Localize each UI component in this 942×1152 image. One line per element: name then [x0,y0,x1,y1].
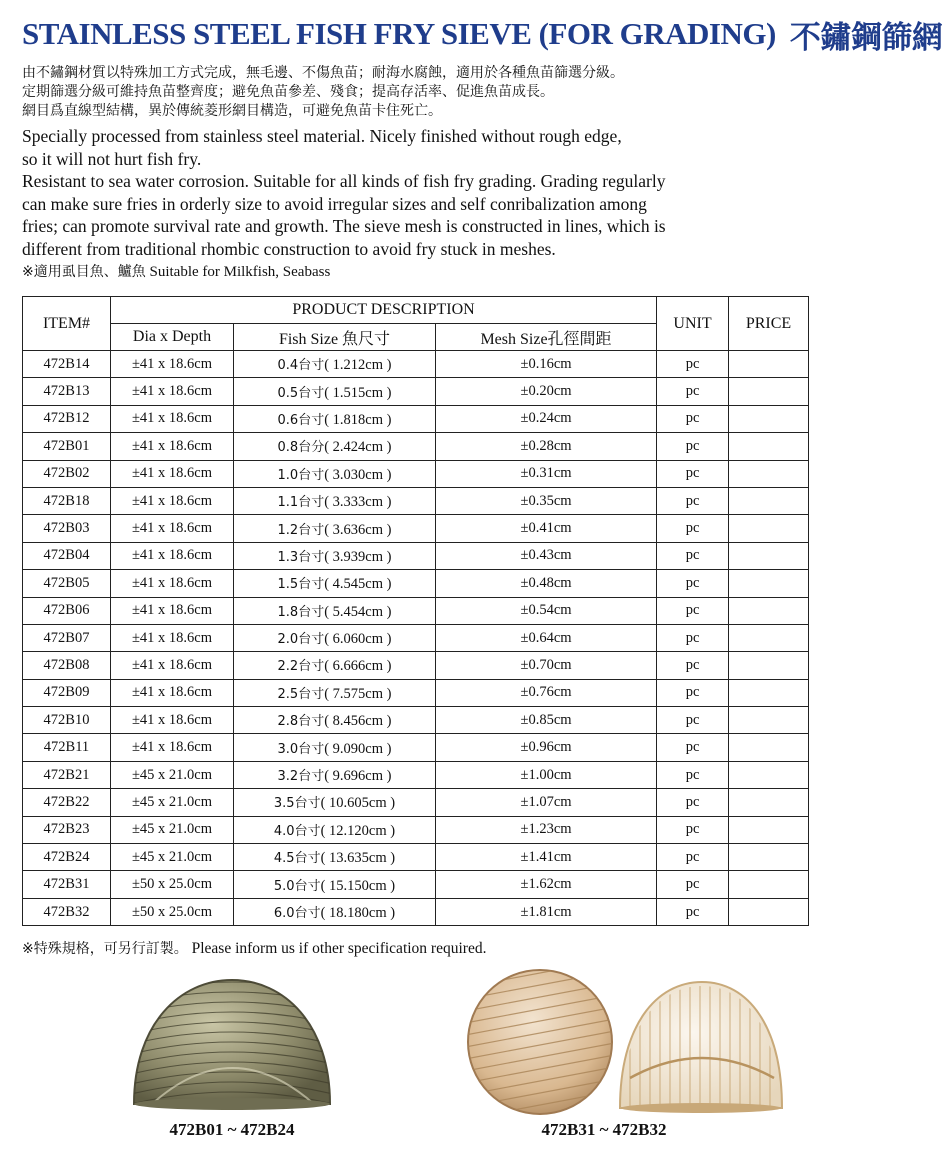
cell-dia-depth: ±41 x 18.6cm [111,734,234,761]
cell-item: 472B01 [23,433,111,460]
cell-unit: pc [657,734,729,761]
fish-size-cm: ( 9.696cm ) [324,768,392,785]
fish-size-zh: 2.0台寸 [277,632,325,648]
fish-size-cm: ( 7.575cm ) [324,685,392,702]
cell-item: 472B08 [23,652,111,679]
intro-zh-line: 由不鏽鋼材質以特殊加工方式完成，無毛邊、不傷魚苗；耐海水腐蝕，適用於各種魚苗篩選分級。 [22,65,624,81]
cell-mesh-size: ±0.85cm [436,707,657,734]
cell-dia-depth: ±41 x 18.6cm [111,515,234,542]
cell-unit: pc [657,351,729,378]
cell-price [729,597,809,624]
table-row [23,898,809,925]
cell-unit: pc [657,624,729,651]
cell-unit: pc [657,898,729,925]
cell-unit: pc [657,542,729,569]
cell-dia-depth: ±45 x 21.0cm [111,789,234,816]
cell-unit: pc [657,789,729,816]
table-row [23,351,809,378]
cell-fish-size [234,734,436,761]
fish-size-cm: ( 13.635cm ) [320,850,396,867]
cell-unit: pc [657,871,729,898]
cell-mesh-size: ±1.41cm [436,844,657,871]
cell-price [729,898,809,925]
cell-fish-size [234,351,436,378]
photo-caption-left: 472B01 ~ 472B24 [169,1120,295,1139]
intro-en-line: Specially processed from stainless steel material. Nicely finished without rough edge, [22,126,622,146]
table-row [23,460,809,487]
suitable-en: Suitable for Milkfish, Seabass [149,264,331,280]
cell-dia-depth: ±41 x 18.6cm [111,460,234,487]
cell-dia-depth: ±41 x 18.6cm [111,570,234,597]
cell-mesh-size: ±1.07cm [436,789,657,816]
cell-price [729,816,809,843]
cell-price [729,679,809,706]
cell-mesh-size: ±1.00cm [436,761,657,788]
fish-size-cm: ( 10.605cm ) [320,795,396,812]
suitable-zh: ※適用虱目魚、鱸魚 [22,264,146,280]
intro-en-line: can make sure fries in orderly size to avoid irregular sizes and self conribalization among [22,193,647,214]
fish-size-cm: ( 6.666cm ) [324,658,392,675]
fish-size-zh: 4.0台寸 [273,823,321,839]
cell-price [729,542,809,569]
fish-size-zh: 2.5台寸 [277,686,325,702]
table-row [23,679,809,706]
fish-size-cm: ( 15.150cm ) [320,877,396,894]
table-row [23,378,809,405]
note-zh: ※特殊規格，可另行訂製。 [22,941,188,957]
title-en: STAINLESS STEEL FISH FRY SIEVE (FOR GRADING) [22,16,776,51]
cell-dia-depth: ±41 x 18.6cm [111,433,234,460]
cell-price [729,707,809,734]
table-row [23,761,809,788]
cell-dia-depth: ±41 x 18.6cm [111,542,234,569]
fish-size-cm: ( 8.456cm ) [324,713,392,730]
cell-unit: pc [657,761,729,788]
table-row [23,433,809,460]
cell-dia-depth: ±50 x 25.0cm [111,898,234,925]
cell-mesh-size: ±0.31cm [436,460,657,487]
cell-dia-depth: ±45 x 21.0cm [111,844,234,871]
cell-dia-depth: ±45 x 21.0cm [111,816,234,843]
fish-size-zh: 1.0台寸 [277,467,325,483]
cell-dia-depth: ±41 x 18.6cm [111,487,234,514]
fish-size-cm: ( 2.424cm ) [324,439,392,456]
intro-en-line: different from traditional rhombic construction to avoid fry stuck in meshes. [22,238,556,259]
fish-size-cm: ( 3.636cm ) [324,521,392,538]
cell-fish-size [234,761,436,788]
cell-unit: pc [657,405,729,432]
cell-unit: pc [657,844,729,871]
cell-mesh-size: ±1.81cm [436,898,657,925]
cell-price [729,734,809,761]
fish-size-zh: 1.1台寸 [277,495,325,511]
table-row [23,734,809,761]
photo-caption-right: 472B31 ~ 472B32 [541,1120,667,1139]
cell-price [729,570,809,597]
fish-size-zh: 0.8台分 [277,440,325,456]
cell-mesh-size: ±0.96cm [436,734,657,761]
table-row [23,789,809,816]
cell-mesh-size: ±0.20cm [436,378,657,405]
cell-item: 472B02 [23,460,111,487]
table-row [23,405,809,432]
spec-table-header [23,297,809,351]
cell-unit: pc [657,487,729,514]
intro-en-block [22,125,832,260]
intro-zh-line: 網目爲直線型結構，異於傳統菱形網目構造，可避免魚苗卡住死亡。 [22,103,442,119]
cell-fish-size [234,707,436,734]
fish-size-zh: 0.6台寸 [277,412,325,428]
suitable-for [22,262,832,282]
cell-fish-size [234,816,436,843]
cell-unit: pc [657,515,729,542]
cell-item: 472B07 [23,624,111,651]
cell-dia-depth: ±45 x 21.0cm [111,761,234,788]
cell-price [729,624,809,651]
fish-size-zh: 3.2台寸 [277,769,325,785]
fish-size-cm: ( 5.454cm ) [324,603,392,620]
cell-fish-size [234,378,436,405]
cell-dia-depth: ±41 x 18.6cm [111,707,234,734]
fish-size-zh: 4.5台寸 [273,851,321,867]
cell-item: 472B22 [23,789,111,816]
fish-size-cm: ( 3.333cm ) [324,494,392,511]
cell-fish-size [234,624,436,651]
fish-size-cm: ( 4.545cm ) [324,576,392,593]
header-mesh-size: Mesh Size孔徑間距 [436,324,657,351]
cell-unit: pc [657,570,729,597]
cell-price [729,378,809,405]
note-en: Please inform us if other specification required. [191,940,487,957]
table-row [23,871,809,898]
fish-size-zh: 1.5台寸 [277,577,325,593]
cell-fish-size [234,570,436,597]
cell-item: 472B18 [23,487,111,514]
intro-en-line: fries; can promote survival rate and growth. The sieve mesh is constructed in lines, which is [22,216,666,236]
cell-unit: pc [657,707,729,734]
cell-item: 472B05 [23,570,111,597]
cell-mesh-size: ±0.35cm [436,487,657,514]
cell-fish-size [234,487,436,514]
fish-size-cm: ( 18.180cm ) [320,905,396,921]
header-dia-depth: Dia x Depth [111,324,234,351]
cell-price [729,487,809,514]
cell-price [729,652,809,679]
fish-size-zh: 0.5台寸 [277,385,325,401]
cell-mesh-size: ±0.54cm [436,597,657,624]
spec-table [22,296,809,926]
intro-zh-line: 定期篩選分級可維持魚苗整齊度；避免魚苗參差、殘食；提高存活率、促進魚苗成長。 [22,84,554,100]
page-title [22,10,942,58]
cell-dia-depth: ±41 x 18.6cm [111,679,234,706]
cell-dia-depth: ±41 x 18.6cm [111,624,234,651]
cell-mesh-size: ±0.28cm [436,433,657,460]
cell-dia-depth: ±41 x 18.6cm [111,351,234,378]
cell-mesh-size: ±0.41cm [436,515,657,542]
cell-item: 472B21 [23,761,111,788]
cell-item: 472B10 [23,707,111,734]
cell-price [729,460,809,487]
header-fish-size: Fish Size 魚尺寸 [234,324,436,351]
cell-fish-size [234,679,436,706]
cell-fish-size [234,515,436,542]
cell-fish-size [234,789,436,816]
fish-size-zh: 6.0台寸 [273,906,321,921]
fish-size-zh: 2.2台寸 [277,659,325,675]
header-item: ITEM# [23,297,111,351]
cell-fish-size [234,433,436,460]
cell-item: 472B03 [23,515,111,542]
cell-item: 472B31 [23,871,111,898]
cell-unit: pc [657,433,729,460]
fish-size-cm: ( 3.030cm ) [324,466,392,483]
fish-size-zh: 1.3台寸 [277,549,325,565]
cell-mesh-size: ±0.16cm [436,351,657,378]
cell-fish-size [234,460,436,487]
cell-mesh-size: ±1.62cm [436,871,657,898]
cell-price [729,515,809,542]
cell-dia-depth: ±41 x 18.6cm [111,405,234,432]
cell-unit: pc [657,652,729,679]
cell-item: 472B14 [23,351,111,378]
cell-item: 472B32 [23,898,111,925]
header-unit: UNIT [657,297,729,351]
header-price: PRICE [729,297,809,351]
cell-unit: pc [657,679,729,706]
fish-size-cm: ( 1.212cm ) [324,357,392,374]
cell-fish-size [234,871,436,898]
cell-mesh-size: ±1.23cm [436,816,657,843]
cell-unit: pc [657,816,729,843]
fish-size-cm: ( 12.120cm ) [320,822,396,839]
table-row [23,707,809,734]
fish-size-cm: ( 6.060cm ) [324,631,392,648]
cell-item: 472B09 [23,679,111,706]
cell-price [729,761,809,788]
cell-unit: pc [657,460,729,487]
fish-size-zh: 1.2台寸 [277,522,325,538]
cell-dia-depth: ±41 x 18.6cm [111,652,234,679]
table-row [23,624,809,651]
cell-fish-size [234,652,436,679]
cell-dia-depth: ±50 x 25.0cm [111,871,234,898]
cell-price [729,871,809,898]
table-row [23,570,809,597]
fish-size-zh: 5.0台寸 [273,878,321,894]
table-row [23,844,809,871]
cell-fish-size [234,844,436,871]
table-row [23,542,809,569]
fish-size-zh: 3.0台寸 [277,741,325,757]
title-zh: 不鏽鋼篩網 [789,19,942,56]
cell-item: 472B12 [23,405,111,432]
cell-dia-depth: ±41 x 18.6cm [111,378,234,405]
header-product-description: PRODUCT DESCRIPTION [111,297,657,324]
custom-spec-note [22,938,486,958]
sieve-dome-dark-icon [122,972,342,1120]
table-row [23,515,809,542]
intro-section [22,64,832,282]
cell-fish-size [234,898,436,925]
cell-mesh-size: ±0.48cm [436,570,657,597]
cell-price [729,405,809,432]
table-row [23,597,809,624]
cell-mesh-size: ±0.43cm [436,542,657,569]
cell-item: 472B23 [23,816,111,843]
cell-dia-depth: ±41 x 18.6cm [111,597,234,624]
fish-size-cm: ( 3.939cm ) [324,548,392,565]
cell-price [729,844,809,871]
cell-item: 472B06 [23,597,111,624]
cell-item: 472B13 [23,378,111,405]
cell-item: 472B04 [23,542,111,569]
cell-fish-size [234,597,436,624]
cell-price [729,789,809,816]
cell-fish-size [234,405,436,432]
intro-en-line: Resistant to sea water corrosion. Suitable for all kinds of fish fry grading. Grading regularly [22,171,666,191]
cell-unit: pc [657,378,729,405]
fish-size-zh: 0.4台寸 [277,358,325,374]
fish-size-cm: ( 1.515cm ) [324,384,392,401]
cell-price [729,351,809,378]
intro-en-line: so it will not hurt fish fry. [22,148,202,169]
fish-size-zh: 3.5台寸 [273,796,321,812]
cell-mesh-size: ±0.70cm [436,652,657,679]
fish-size-cm: ( 1.818cm ) [324,411,392,428]
cell-price [729,433,809,460]
cell-mesh-size: ±0.24cm [436,405,657,432]
fish-size-cm: ( 9.090cm ) [324,740,392,757]
table-row [23,652,809,679]
table-row [23,816,809,843]
cell-item: 472B24 [23,844,111,871]
table-row [23,487,809,514]
cell-item: 472B11 [23,734,111,761]
spec-table-body [23,351,809,926]
cell-mesh-size: ±0.76cm [436,679,657,706]
cell-fish-size [234,542,436,569]
cell-mesh-size: ±0.64cm [436,624,657,651]
fish-size-zh: 1.8台寸 [277,604,325,620]
sieve-dome-light-icon [460,968,782,1120]
fish-size-zh: 2.8台寸 [277,714,325,730]
cell-unit: pc [657,597,729,624]
